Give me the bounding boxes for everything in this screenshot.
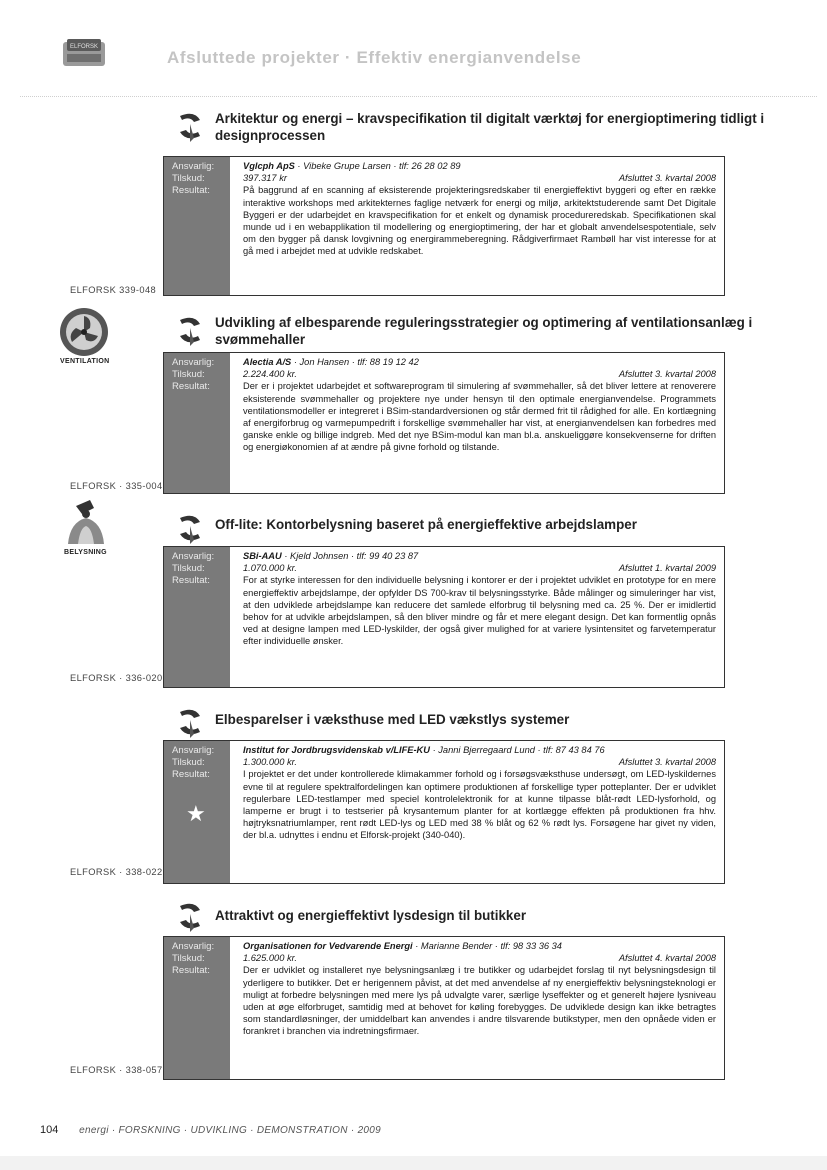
page-footer <box>40 1124 381 1136</box>
label-tilskud: Tilskud: <box>172 369 205 380</box>
label-column <box>164 353 230 493</box>
grant-row <box>243 952 716 964</box>
elforsk-number: ELFORSK · 338-022 <box>70 867 163 877</box>
project-title: Off-lite: Kontorbelysning baseret på energieffektive arbejdslamper <box>215 517 637 532</box>
project-card <box>163 740 725 884</box>
completion-status: Afsluttet 1. kvartal 2009 <box>618 563 716 574</box>
responsible-row <box>243 356 716 368</box>
swirl-icon <box>172 898 208 934</box>
label-resultat: Resultat: <box>172 965 210 976</box>
ventilation-icon <box>58 306 110 358</box>
contact: · Jon Hansen · tlf: 88 19 12 42 <box>291 357 419 367</box>
swirl-icon <box>172 704 208 740</box>
project-body <box>230 937 724 1079</box>
result-text: I projektet er det under kontrollerede klimakammer forhold og i forsøgsvæksthuse undersøgt, om LED-lyskildernes evne til at regulere spektralfordelingen kan optimere produktionen af forskellige typer potteplanter. Der er udviklet regulerbare LED-testlamper med speciel kontrolelektronik for at kunne tilpasse blåt-rødt LED-lysforhold, og lamperne er brugt i to testserier på krysantemum planter for at kortlægge effekten på produktionen fra hhv. højtryksnatriumlamper, rent rødt LED-lys og LED med 38 % blåt og 62 % rødt lys. Forsøgene har givet ny viden, der bl.a. udnyttes i endnu et Elforsk-projekt (340-040). <box>243 769 716 841</box>
label-ansvarlig: Ansvarlig: <box>172 161 215 172</box>
elforsk-number: ELFORSK · 338-057 <box>70 1065 163 1075</box>
project-card <box>163 546 725 688</box>
label-column <box>164 157 230 295</box>
result-text: Der er i projektet udarbejdet et softwareprogram til simulering af svømmehaller, så det bliver lettere at renoverere eksisterende svømmehaller og projektere nye under hensyn til den optimale energianvendelse. Programmets ventilationsmodeller er integreret i BSim-standardversionen og står dermed frit til rådighed for alle. En kortlægning af energiforbrug og varmepumpedrift i forskellige svømmehaller har vist, at energianvendelsen kan forbedres med ganske enkle og billige indgreb. Med det nye BSim-modul kan man bl.a. anskueliggøre konsekvenserne for driften og energiøkonomien af at ændre på givne forhold og tilstande. <box>243 381 716 453</box>
project-card <box>163 352 725 494</box>
organisation: Organisationen for Vedvarende Energi <box>243 941 413 951</box>
project-title: Udvikling af elbesparende reguleringsstrategier og optimering af ventilationsanlæg i svømmehaller <box>215 315 753 347</box>
result-text: På baggrund af en scanning af eksisterende projekteringsredskaber til energieffektivt byggeri og efter en række interaktive workshops med arkitekternes faglige netværk for energi og miljø, arkitektstuderende samt Det Digitale Byggeri er der udarbejdet en kravspecifikation for et enkelt og dynamisk procedureredskab. Specifikationen skal munde ud i en webapplikation til modellering og energioptimering, der har et globalt anvendelsespotentiale, selv om den bygger på dansk lovgivning og energirammeberegning. Rådgiverfirmaet Rambøll har vist interesse for at gå med i arbejdet med at udvikle redskabet. <box>243 185 716 257</box>
label-resultat: Resultat: <box>172 185 210 196</box>
project-title: Elbesparelser i væksthuse med LED vækstlys systemer <box>215 712 570 727</box>
responsible-row <box>243 940 716 952</box>
project-title: Arkitektur og energi – kravspecifikation til digitalt værktøj for energioptimering tidligt i designprocessen <box>215 111 765 143</box>
label-tilskud: Tilskud: <box>172 757 205 768</box>
label-ansvarlig: Ansvarlig: <box>172 357 215 368</box>
result-text: Der er udviklet og installeret nye belysningsanlæg i tre butikker og udarbejdet forslag til nyt belysningsdesign til yderligere to butikker. Det er herigennem påvist, at det med anvendelse af ny energieffektiv belysningsteknologi er muligt at forbedre belysningen med mere lys på udvalgte varer, særlige lyseffekter og et generelt højere lysniveau uden at øge elforbruget, samtidig med at behovet for køling forebygges. De udviklede design kan ikke betragtes som standardløsninger, der umiddelbart kan anvendes i andre tilsvarende butikstyper, men den opnåede viden er forankret i branchen via indretningsfirmaer. <box>243 965 716 1037</box>
page-title: Afsluttede projekter · Effektiv energianvendelse <box>167 48 582 67</box>
label-ansvarlig: Ansvarlig: <box>172 941 215 952</box>
elforsk-logo <box>62 38 106 68</box>
label-tilskud: Tilskud: <box>172 563 205 574</box>
grant-row <box>243 172 716 184</box>
organisation: SBi-AAU <box>243 551 282 561</box>
grant-amount: 2.224.400 kr. <box>243 369 297 380</box>
result-text: For at styrke interessen for den individuelle belysning i kontorer er der i projektet udviklet en prototype for en mere energieffektiv arbejdslampe, der opfylder DS 700-krav til belysningsstyrke. Både målinger og simuleringer har vist, at den udviklede arbejdslampe kan reducere det samlede elforbrug til belysning med ca. 25 %. Der er imidlertid behov for at udvikle arbejdslampen, så den bliver mindre og får et mere elegant design. Det kan formentlig opnås ved at designe lampen med LED-lyskilder, der også giver mulighed for at variere lysintensitet og farvetemperatur efter individuelle ønsker. <box>243 575 716 647</box>
contact: · Marianne Bender · tlf: 98 33 36 34 <box>412 941 562 951</box>
project-body <box>230 741 724 883</box>
label-ansvarlig: Ansvarlig: <box>172 551 215 562</box>
grant-amount: 1.070.000 kr. <box>243 563 297 574</box>
label-column <box>164 937 230 1079</box>
grant-row <box>243 368 716 380</box>
organisation: Alectia A/S <box>243 357 292 367</box>
logo-text: ELFORSK <box>69 44 99 50</box>
project-body <box>230 157 724 295</box>
label-tilskud: Tilskud: <box>172 173 205 184</box>
completion-status: Afsluttet 3. kvartal 2008 <box>618 369 716 380</box>
contact: · Vibeke Grupe Larsen · tlf: 26 28 02 89 <box>294 161 461 171</box>
completion-status: Afsluttet 3. kvartal 2008 <box>618 757 716 768</box>
grant-amount: 397.317 kr <box>243 173 287 184</box>
project-title: Attraktivt og energieffektivt lysdesign til butikker <box>215 908 527 923</box>
project-body <box>230 353 724 493</box>
footer-strip <box>0 1156 827 1170</box>
label-tilskud: Tilskud: <box>172 953 205 964</box>
completion-status: Afsluttet 4. kvartal 2008 <box>618 953 716 964</box>
star-icon: ★ <box>186 801 206 826</box>
swirl-icon <box>172 510 208 546</box>
responsible-row <box>243 550 716 562</box>
swirl-icon <box>172 108 208 144</box>
label-resultat: Resultat: <box>172 769 210 780</box>
responsible-row <box>243 160 716 172</box>
organisation: Vglcph ApS <box>243 161 295 171</box>
grant-row <box>243 756 716 768</box>
project-card <box>163 936 725 1080</box>
responsible-row <box>243 744 716 756</box>
side-label-ventilation: VENTILATION <box>60 358 110 365</box>
label-ansvarlig: Ansvarlig: <box>172 745 215 756</box>
page-number: 104 <box>40 1124 59 1136</box>
grant-amount: 1.300.000 kr. <box>243 757 297 768</box>
project-body <box>230 547 724 687</box>
elforsk-number: ELFORSK · 336-020 <box>70 673 163 683</box>
footer-text: energi · FORSKNING · UDVIKLING · DEMONSTRATION · 2009 <box>79 1125 382 1136</box>
label-resultat: Resultat: <box>172 381 210 392</box>
lighting-icon <box>60 496 112 548</box>
side-label-lighting: BELYSNING <box>64 549 107 556</box>
label-resultat: Resultat: <box>172 575 210 586</box>
header-divider <box>20 96 817 97</box>
grant-amount: 1.625.000 kr. <box>243 953 297 964</box>
completion-status: Afsluttet 3. kvartal 2008 <box>618 173 716 184</box>
swirl-icon <box>172 312 208 348</box>
grant-row <box>243 562 716 574</box>
project-card <box>163 156 725 296</box>
label-column <box>164 741 230 883</box>
elforsk-number: ELFORSK 339-048 <box>70 285 157 295</box>
label-column <box>164 547 230 687</box>
elforsk-number: ELFORSK · 335-004 <box>70 481 163 491</box>
contact: · Janni Bjerregaard Lund · tlf: 87 43 84 76 <box>430 745 605 755</box>
contact: · Kjeld Johnsen · tlf: 99 40 23 87 <box>281 551 419 561</box>
organisation: Institut for Jordbrugsvidenskab v/LIFE-KU <box>243 745 430 755</box>
